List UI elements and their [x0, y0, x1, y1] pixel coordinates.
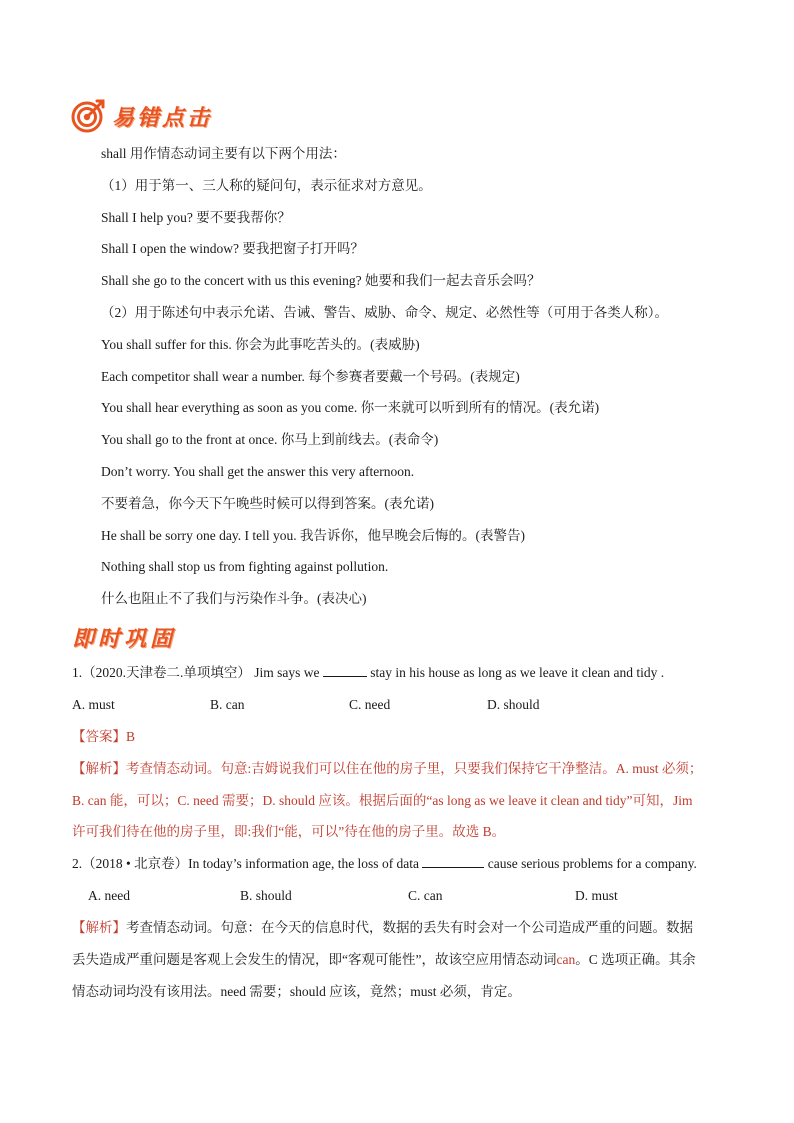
analysis-line: [72, 951, 696, 969]
text-line: Each competitor shall wear a number. 每个参赛者要戴一个号码。(表规定): [101, 369, 520, 384]
question-2-stem: [72, 855, 697, 873]
question-text: 1.（2020.天津卷二.单项填空） Jim says we: [72, 665, 320, 680]
question-text: stay in his house as long as we leave it clean and tidy .: [370, 665, 665, 680]
analysis-text: 。C 选项正确。其余: [575, 952, 696, 967]
text-line: Don’t worry. You shall get the answer this very afternoon.: [101, 464, 415, 479]
analysis-tag: 【解析】: [72, 920, 126, 935]
analysis-tag: 【解析】: [72, 761, 126, 776]
text-line: Nothing shall stop us from fighting against pollution.: [101, 559, 389, 574]
text-line: You shall hear everything as soon as you come. 你一来就可以听到所有的情况。(表允诺): [101, 400, 600, 415]
section-header-practice: [72, 622, 176, 653]
analysis-text: 考查情态动词。句意:吉姆说我们可以住在他的房子里，只要我们保持它干净整洁。A. must 必须；: [126, 761, 703, 776]
text-line: 什么也阻止不了我们与污染作斗争。(表决心): [101, 591, 367, 606]
analysis-keyword: can: [556, 952, 576, 967]
analysis-line: [72, 760, 702, 778]
analysis-line: [72, 919, 693, 937]
option-a: A. need: [88, 888, 130, 903]
question-text: 2.（2018 • 北京卷）In today’s information age, the loss of data: [72, 856, 420, 871]
option-a: A. must: [72, 697, 115, 712]
answer-blank: [422, 855, 484, 868]
text-line: Shall I help you? 要不要我帮你？: [101, 210, 291, 225]
section-header-error-points: [70, 98, 212, 134]
option-d: D. should: [487, 697, 540, 712]
option-c: C. need: [349, 697, 391, 712]
section-title: 易错点击: [112, 105, 213, 131]
text-line: （2）用于陈述句中表示允诺、告诫、警告、威胁、命令、规定、必然性等（可用于各类人称）。: [101, 305, 668, 320]
question-1-stem: [72, 664, 664, 682]
answer-value: B: [126, 729, 136, 744]
target-icon: [70, 98, 106, 134]
text-line: You shall go to the front at once. 你马上到前线去。(表命令): [101, 432, 439, 447]
analysis-line: B. can 能，可以；C. need 需要；D. should 应该。根据后面的“as long as we leave it clean and tidy”可知，Jim: [72, 793, 693, 808]
text-line: （1）用于第一、三人称的疑问句，表示征求对方意见。: [101, 178, 432, 193]
question-text: cause serious problems for a company.: [487, 856, 697, 871]
answer-tag: 【答案】: [72, 729, 126, 744]
text-line: He shall be sorry one day. I tell you. 我告诉你，他早晚会后悔的。(表警告): [101, 528, 525, 543]
text-line: Shall she go to the concert with us this evening? 她要和我们一起去音乐会吗？: [101, 273, 541, 288]
text-line: You shall suffer for this. 你会为此事吃苦头的。(表威胁): [101, 337, 420, 352]
answer-line: [72, 728, 135, 746]
answer-blank: [323, 664, 367, 677]
analysis-text: 丢失造成严重问题是客观上会发生的情况，即“客观可能性”，故该空应用情态动词: [72, 952, 557, 967]
text-line: shall 用作情态动词主要有以下两个用法：: [101, 146, 346, 161]
option-b: B. can: [210, 697, 245, 712]
option-d: D. must: [575, 888, 618, 903]
analysis-line: 情态动词均没有该用法。need 需要；should 应该，竟然；must 必须，肯定。: [72, 984, 521, 999]
text-line: Shall I open the window? 要我把窗子打开吗？: [101, 241, 364, 256]
option-b: B. should: [240, 888, 292, 903]
option-c: C. can: [408, 888, 443, 903]
analysis-line: 许可我们待在他的房子里，即:我们“能，可以”待在他的房子里。故选 B。: [72, 824, 506, 839]
section-title: 即时巩固: [72, 627, 177, 652]
analysis-text: 考查情态动词。句意：在今天的信息时代，数据的丢失有时会对一个公司造成严重的问题。数据: [126, 920, 693, 935]
text-line: 不要着急，你今天下午晚些时候可以得到答案。(表允诺): [101, 496, 434, 511]
